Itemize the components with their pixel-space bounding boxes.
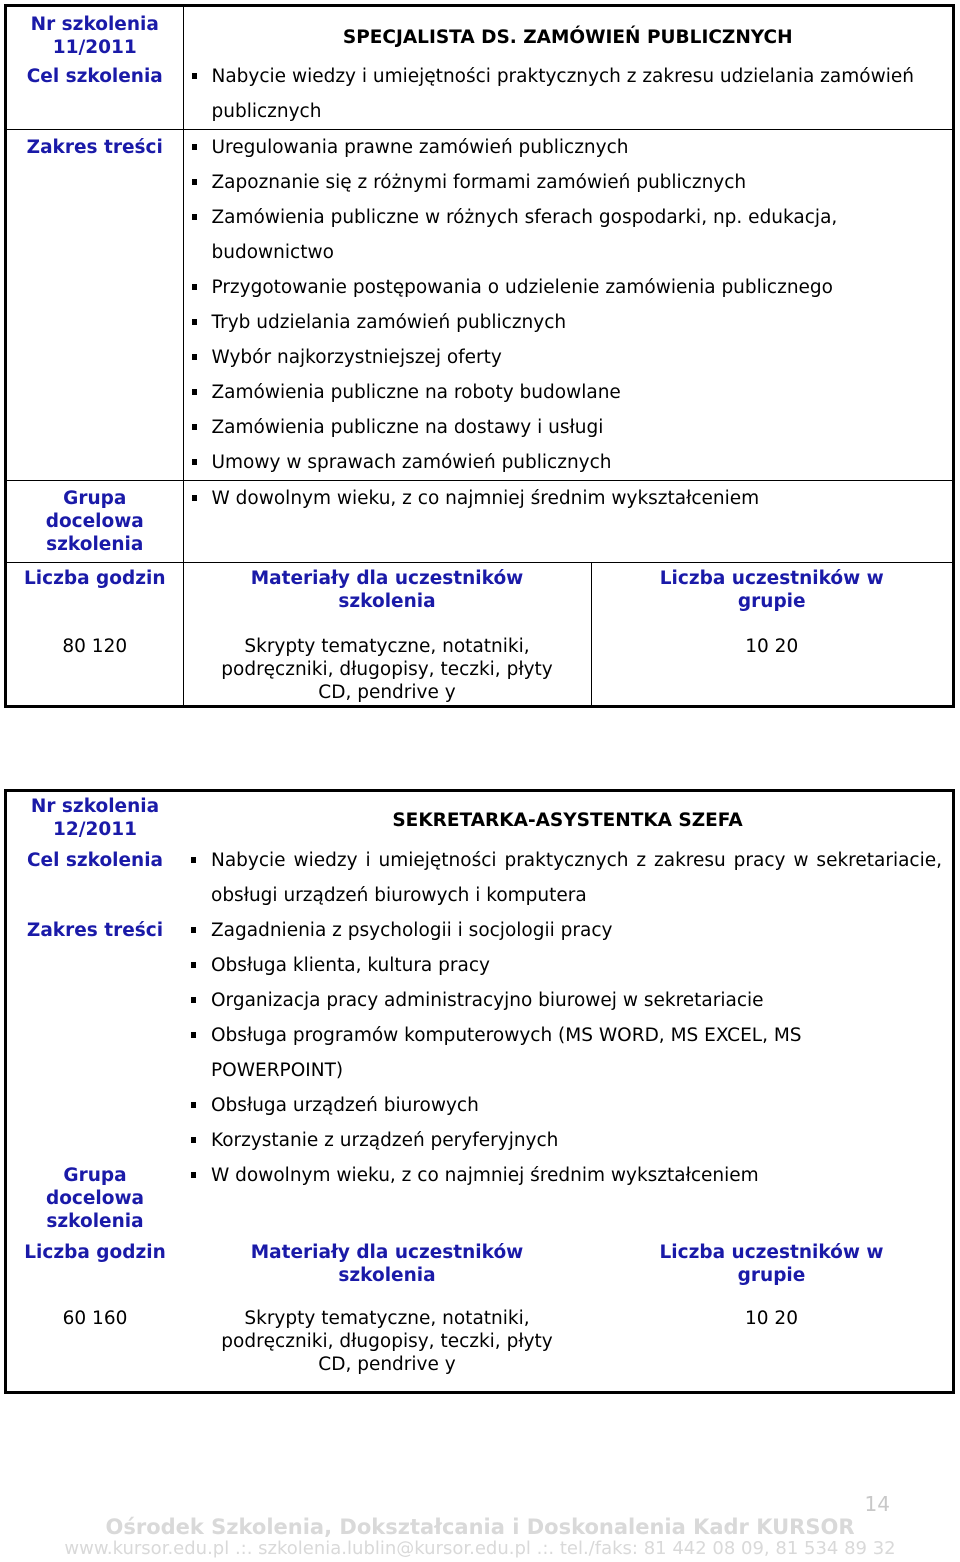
uczestnikow-value: 10 20 [745,636,799,657]
materialy-value: Skrypty tematyczne, notatniki, podręczniki, długopisy, teczki, płyty CD, pendrive y [221,1308,553,1375]
nr-szkolenia-cell [7,7,183,59]
materialy-header: Materiały dla uczestników szkolenia [183,563,591,628]
grupa-cell [183,1158,952,1239]
godzin-value: 80 120 [7,627,183,705]
bullet-icon [192,495,197,501]
bullet-icon [192,284,197,290]
zakres-item: Uregulowania prawne zamówień publicznych [184,130,941,165]
nr-label: Nr szkolenia [30,14,159,35]
zakres-item: Zagadnienia z psychologii i socjologii pracy [183,913,872,948]
cel-cell [183,843,952,913]
zakres-item: Zamówienia publiczne na roboty budowlane [184,375,941,410]
zakres-cell [183,913,952,1158]
materialy-value: Skrypty tematyczne, notatniki, podręczniki, długopisy, teczki, płyty CD, pendrive y [183,627,591,705]
bullet-icon [192,319,197,325]
zakres-item: Korzystanie z urządzeń peryferyjnych [183,1123,872,1158]
course-title: SEKRETARKA-ASYSTENTKA SZEFA [392,810,743,831]
bullet-icon [192,459,197,465]
bullet-icon [192,354,197,360]
zakres-label: Zakres treści [7,130,183,481]
cel-label: Cel szkolenia [7,59,183,130]
nr-value: 11/2011 [52,37,137,58]
zakres-label: Zakres treści [26,920,164,941]
uczestnikow-header: Liczba uczestników w grupie [659,1242,884,1286]
zakres-item: Umowy w sprawach zamówień publicznych [184,445,941,480]
zakres-cell [183,130,952,481]
bullet-icon [191,857,196,863]
bullet-icon [191,997,196,1003]
nr-szkolenia-cell [7,792,183,843]
bullet-icon [191,1032,196,1038]
bullet-icon [192,144,197,150]
godzin-value: 60 160 [62,1308,128,1329]
materialy-header: Materiały dla uczestników szkolenia [250,1242,524,1286]
cel-cell [183,59,952,130]
cel-item: Nabycie wiedzy i umiejętności praktycznych z zakresu pracy w sekretariacie, obsługi urządzeń biurowych i komputera [183,843,942,913]
cel-item [184,59,941,129]
zakres-item: Obsługa urządzeń biurowych [183,1088,872,1123]
zakres-item: Obsługa klienta, kultura pracy [183,948,872,983]
page-number: 14 [864,1492,890,1516]
nr-label: Nr szkolenia [30,796,160,817]
cel-text: Nabycie wiedzy i umiejętności praktycznych z zakresu udzielania zamówień publicznych [211,66,914,122]
uczestnikow-value: 10 20 [745,1308,798,1329]
bullet-icon [191,962,196,968]
grupa-cell [183,481,952,563]
bullet-icon [192,179,197,185]
nr-value: 12/2011 [53,819,137,840]
bullet-icon [192,424,197,430]
footer-contact: www.kursor.edu.pl .:. szkolenia.lublin@kursor.edu.pl .:. tel./faks: 81 442 08 09, 81 534 89 32 [64,1538,896,1559]
grupa-item: W dowolnym wieku, z co najmniej średnim wykształceniem [183,1158,952,1193]
grupa-label: Grupa docelowa szkolenia [45,1165,145,1232]
training-card-2 [4,789,955,1394]
zakres-item: Wybór najkorzystniejszej oferty [184,340,941,375]
course-title: SPECJALISTA DS. ZAMÓWIEŃ PUBLICZNYCH [342,27,793,48]
bullet-icon [191,1137,196,1143]
godzin-header: Liczba godzin [7,563,183,628]
godzin-header: Liczba godzin [24,1242,166,1263]
zakres-item: Przygotowanie postępowania o udzielenie zamówienia publicznego [184,270,941,305]
footer-org: Ośrodek Szkolenia, Dokształcania i Doskonalenia Kadr KURSOR [105,1515,855,1539]
bullet-icon [191,927,196,933]
bullet-icon [192,73,197,79]
cel-label: Cel szkolenia [26,850,164,871]
zakres-item: Obsługa programów komputerowych (MS WORD, MS EXCEL, MS POWERPOINT) [183,1018,872,1088]
training-card-1 [4,4,955,708]
bullet-icon [191,1102,196,1108]
bullet-icon [191,1172,196,1178]
zakres-list [184,130,941,480]
bullet-icon [192,389,197,395]
zakres-item: Zapoznanie się z różnymi formami zamówień publicznych [184,165,941,200]
zakres-list [183,913,872,1158]
uczestnikow-header: Liczba uczestników w grupie [591,563,952,628]
zakres-item: Zamówienia publiczne na dostawy i usługi [184,410,941,445]
zakres-item: Zamówienia publiczne w różnych sferach gospodarki, np. edukacja, budownictwo [184,200,941,270]
zakres-item: Tryb udzielania zamówień publicznych [184,305,941,340]
grupa-item: W dowolnym wieku, z co najmniej średnim wykształceniem [184,481,953,516]
zakres-item: Organizacja pracy administracyjno biurowej w sekretariacie [183,983,872,1018]
grupa-label: Grupa docelowa szkolenia [7,481,183,563]
bullet-icon [192,214,197,220]
